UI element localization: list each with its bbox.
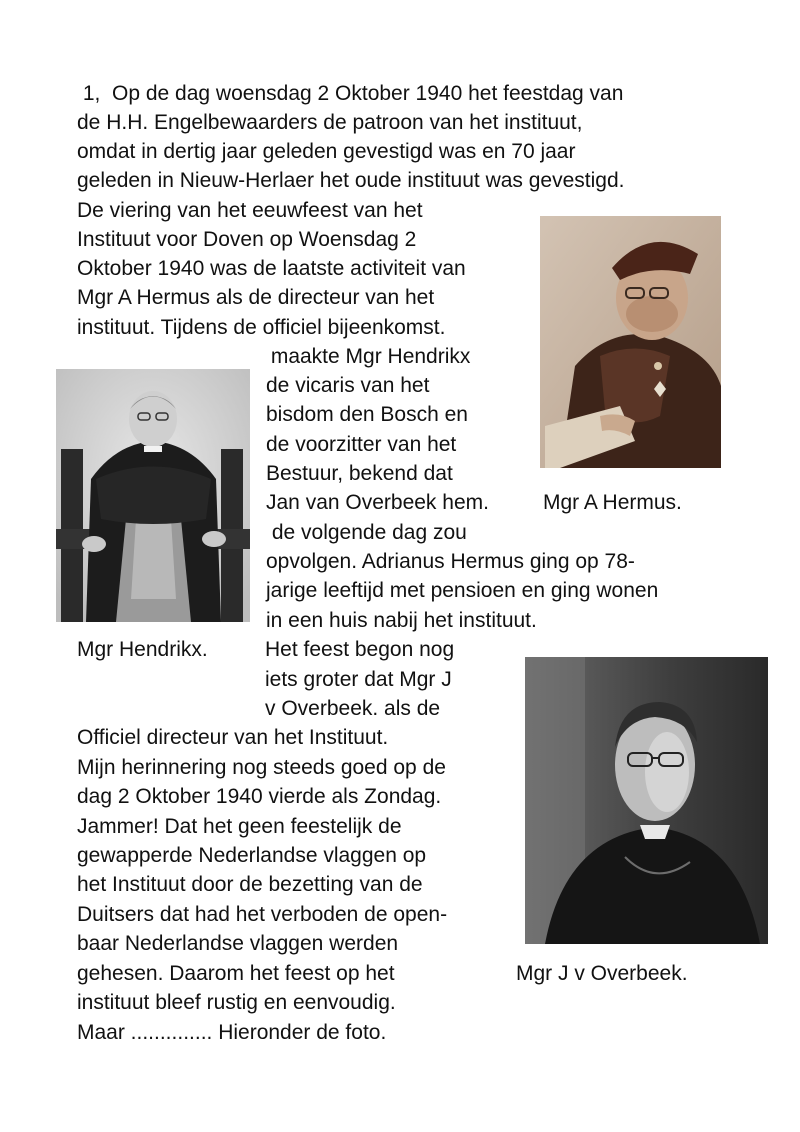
photo-overbeek <box>525 657 768 944</box>
text-line: Instituut voor Doven op Woensdag 2 <box>77 228 417 251</box>
text-line: De viering van het eeuwfeest van het <box>77 199 423 222</box>
text-line: Oktober 1940 was de laatste activiteit van <box>77 257 466 280</box>
text-line: dag 2 Oktober 1940 vierde als Zondag. <box>77 785 442 808</box>
text-line: instituut. Tijdens de officiel bijeenkomst. <box>77 316 446 339</box>
text-line: de vicaris van het <box>266 374 430 397</box>
caption-hendrikx: Mgr Hendrikx. <box>77 638 208 661</box>
text-line: Bestuur, bekend dat <box>266 462 453 485</box>
photo-hendrikx <box>56 369 250 622</box>
text-line: maakte Mgr Hendrikx <box>265 345 471 368</box>
text-line: Jammer! Dat het geen feestelijk de <box>77 815 402 838</box>
text-line: de voorzitter van het <box>266 433 457 456</box>
caption-overbeek: Mgr J v Overbeek. <box>516 962 688 985</box>
text-line: het Instituut door de bezetting van de <box>77 873 423 896</box>
text-line: jarige leeftijd met pensioen en ging wonen <box>266 579 659 602</box>
text-line: Jan van Overbeek hem. <box>266 491 489 514</box>
text-line: iets groter dat Mgr J <box>265 668 452 691</box>
text-line: gewapperde Nederlandse vlaggen op <box>77 844 427 867</box>
text-line: omdat in dertig jaar geleden gevestigd was en 70 jaar <box>77 140 576 163</box>
text-line: Officiel directeur van het Instituut. <box>77 726 389 749</box>
text-line: bisdom den Bosch en <box>266 403 468 426</box>
text-line: Mgr A Hermus als de directeur van het <box>77 286 435 309</box>
text-line: instituut bleef rustig en eenvoudig. <box>77 991 396 1014</box>
photo-hermus <box>540 216 721 468</box>
text-line: opvolgen. Adrianus Hermus ging op 78- <box>266 550 635 573</box>
text-line: baar Nederlandse vlaggen werden <box>77 932 399 955</box>
text-line: Het feest begon nog <box>265 638 455 661</box>
text-line: geleden in Nieuw-Herlaer het oude instituut was gevestigd. <box>77 169 625 192</box>
text-line: v Overbeek. als de <box>265 697 441 720</box>
text-line: Maar .............. Hieronder de foto. <box>77 1021 387 1044</box>
caption-hermus: Mgr A Hermus. <box>543 491 682 514</box>
text-line: in een huis nabij het instituut. <box>266 609 537 632</box>
text-line: 1, Op de dag woensdag 2 Oktober 1940 het feestdag van <box>77 82 624 105</box>
text-line: gehesen. Daarom het feest op het <box>77 962 395 985</box>
text-line: Mijn herinnering nog steeds goed op de <box>77 756 446 779</box>
text-line: Duitsers dat had het verboden de open- <box>77 903 448 926</box>
text-line: de volgende dag zou <box>266 521 467 544</box>
text-line: de H.H. Engelbewaarders de patroon van het instituut, <box>77 111 583 134</box>
